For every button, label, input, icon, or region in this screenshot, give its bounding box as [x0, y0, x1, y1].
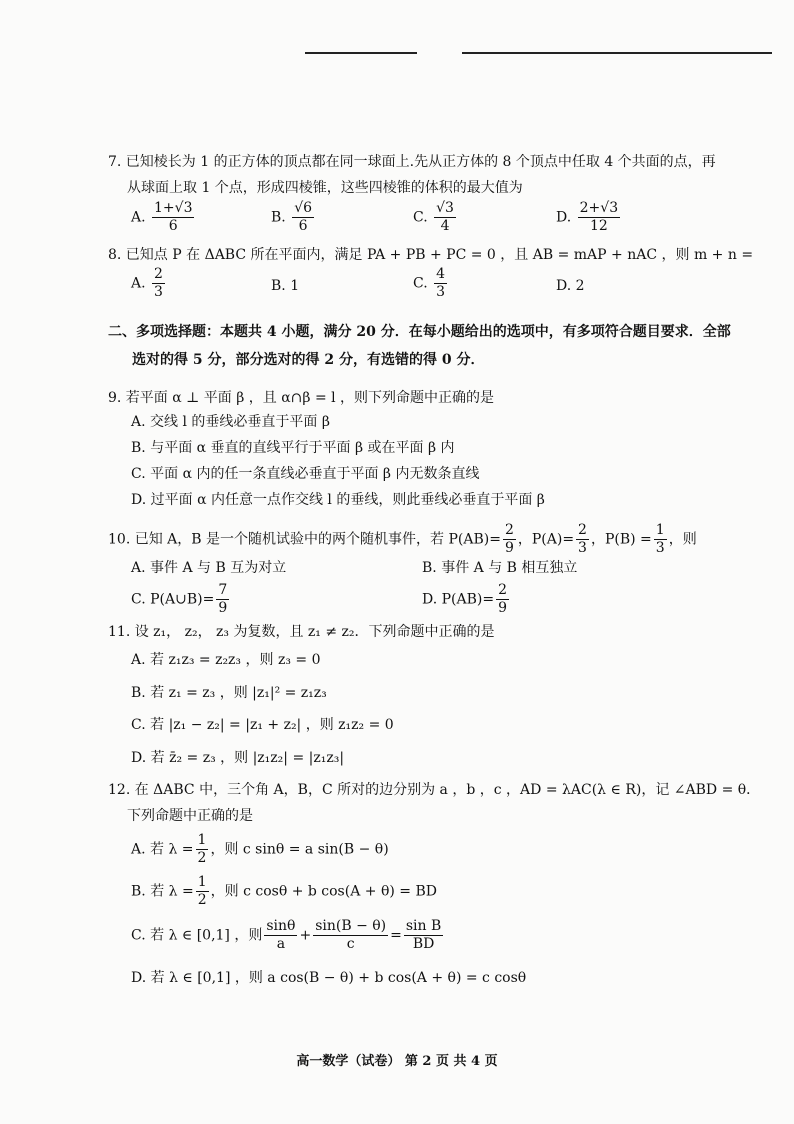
q12-option-d: D. 若 λ ∈ [0,1] ，则 a cos(B − θ) + b cos(A + θ) = c cosθ [131, 970, 527, 986]
q9-option-d: D. 过平面 α 内任意一点作交线 l 的垂线，则此垂线必垂直于平面 β [131, 492, 545, 508]
option-text: C. P(A∪B)= [131, 591, 215, 608]
q12-option-b [131, 874, 437, 909]
denominator: a [276, 936, 286, 952]
q10-option-b: B. 事件 A 与 B 相互独立 [422, 560, 578, 576]
q12-option-a [131, 832, 389, 867]
denominator: 3 [154, 284, 163, 300]
denominator: 6 [298, 218, 308, 234]
q11-option-c: C. 若 |z₁ − z₂| = |z₁ + z₂| ，则 z₁z₂ = 0 [131, 717, 394, 733]
denominator: 9 [218, 600, 228, 616]
denominator: 6 [168, 218, 178, 234]
q12-stem-line2: 下列命题中正确的是 [127, 808, 253, 824]
option-label: B. [271, 209, 286, 226]
option-text: B. 若 λ = [131, 883, 194, 900]
option-label: D. [556, 209, 572, 226]
denominator: 9 [498, 600, 508, 616]
section-heading-line2: 选对的得 5 分，部分选对的得 2 分，有选错的得 0 分． [132, 352, 485, 368]
fraction [292, 200, 314, 235]
fraction [654, 522, 667, 557]
plus-sign: + [299, 927, 312, 944]
numerator: sin B [405, 918, 442, 934]
page-footer: 高一数学（试卷） 第 2 页 共 4 页 [296, 1054, 498, 1069]
numerator: 1 [655, 522, 665, 538]
q8-option-b: B. 1 [271, 278, 300, 294]
fraction [264, 918, 297, 953]
fraction [152, 200, 194, 235]
fraction [196, 832, 209, 867]
q8-option-d: D. 2 [556, 278, 585, 294]
q7-stem-line2: 从球面上取 1 个点，形成四棱锥，这些四棱锥的体积的最大值为 [127, 180, 523, 196]
option-text: ，则 c sinθ = a sin(B − θ) [210, 841, 389, 858]
q7-option-c [413, 200, 458, 235]
fraction [503, 522, 516, 557]
q7-option-b [271, 200, 316, 235]
q12-stem-line1: 12. 在 ΔABC 中，三个角 A，B，C 所对的边分别为 a ，b ，c ，AD = λAC(λ ∈ R)，记 ∠ABD = θ． [108, 782, 761, 798]
numerator: 1+√3 [154, 200, 193, 216]
fraction [196, 874, 209, 909]
option-text: D. P(AB)= [422, 591, 495, 608]
section-heading-line1: 二、多项选择题：本题共 4 小题，满分 20 分．在每小题给出的选项中，有多项符合题目要求．全部 [108, 324, 731, 340]
option-label: C. [413, 275, 428, 292]
header-rule-right [462, 52, 772, 54]
fraction [434, 200, 456, 235]
numerator: sinθ [266, 918, 296, 934]
option-label: A. [131, 209, 146, 226]
equals-sign: = [390, 927, 402, 944]
denominator: 3 [578, 540, 587, 556]
q11-option-d: D. 若 z̄₂ = z₃ ，则 |z₁z₂| = |z₁z₃| [131, 750, 345, 766]
q7-stem-line1: 7. 已知棱长为 1 的正方体的顶点都在同一球面上.先从正方体的 8 个顶点中任取 4 个共面的点，再 [108, 154, 716, 170]
q7-option-a [131, 200, 196, 235]
q8-option-c [413, 266, 449, 301]
denominator: 9 [504, 540, 514, 556]
q9-option-b: B. 与平面 α 垂直的直线平行于平面 β 或在平面 β 内 [131, 440, 455, 456]
denominator: 12 [589, 218, 608, 234]
stem-text: ，P(A)= [517, 531, 575, 548]
numerator: 2 [578, 522, 587, 538]
fraction [434, 266, 447, 301]
fraction [404, 918, 443, 953]
denominator: 2 [197, 892, 207, 908]
denominator: 3 [655, 540, 665, 556]
denominator: 4 [440, 218, 450, 234]
denominator: 3 [436, 284, 446, 300]
option-text: C. 若 λ ∈ [0,1] ，则 [131, 927, 263, 944]
denominator: 2 [197, 850, 207, 866]
numerator: 2 [498, 582, 508, 598]
fraction [216, 582, 229, 617]
q9-stem: 9. 若平面 α ⊥ 平面 β ，且 α∩β = l ，则下列命题中正确的是 [108, 390, 495, 406]
fraction [576, 522, 589, 557]
option-text: ，则 c cosθ + b cos(A + θ) = BD [210, 883, 437, 900]
q8-option-a [131, 266, 167, 301]
numerator: 2+√3 [579, 200, 619, 216]
q9-option-c: C. 平面 α 内的任一条直线必垂直于平面 β 内无数条直线 [131, 466, 480, 482]
fraction [313, 918, 388, 953]
numerator: √3 [436, 200, 454, 216]
numerator: 7 [218, 582, 228, 598]
q10-option-c [131, 582, 231, 617]
q11-option-b: B. 若 z₁ = z₃ ，则 |z₁|² = z₁z₃ [131, 685, 327, 701]
denominator: BD [412, 936, 435, 952]
numerator: 1 [197, 874, 207, 890]
q11-stem: 11. 设 z₁， z₂， z₃ 为复数，且 z₁ ≠ z₂．下列命题中正确的是 [108, 624, 495, 640]
denominator: c [346, 936, 355, 952]
numerator: 2 [504, 522, 514, 538]
q10-stem [108, 522, 697, 557]
numerator: √6 [294, 200, 313, 216]
fraction [152, 266, 165, 301]
header-rule-left [305, 52, 417, 54]
option-text: A. 若 λ = [131, 841, 194, 858]
stem-text: 10. 已知 A，B 是一个随机试验中的两个随机事件，若 P(AB)= [108, 531, 501, 548]
q10-option-a: A. 事件 A 与 B 互为对立 [131, 560, 287, 576]
q12-option-c [131, 918, 445, 953]
q11-option-a: A. 若 z₁z₃ = z₂z₃ ，则 z₃ = 0 [131, 652, 321, 668]
option-label: C. [413, 209, 428, 226]
q8-stem: 8. 已知点 P 在 ΔABC 所在平面内，满足 PA + PB + PC = 0 ，且 AB = mAP + nAC ，则 m + n = [108, 247, 754, 263]
q7-option-d [556, 200, 622, 235]
fraction [578, 200, 620, 235]
fraction [496, 582, 509, 617]
stem-text: ，则 [668, 531, 697, 548]
q9-option-a: A. 交线 l 的垂线必垂直于平面 β [131, 414, 330, 430]
numerator: 4 [436, 266, 446, 282]
stem-text: ，P(B) = [590, 531, 652, 548]
numerator: sin(B − θ) [315, 918, 387, 934]
numerator: 1 [197, 832, 207, 848]
numerator: 2 [154, 266, 163, 282]
option-label: A. [131, 275, 146, 292]
q10-option-d [422, 582, 511, 617]
